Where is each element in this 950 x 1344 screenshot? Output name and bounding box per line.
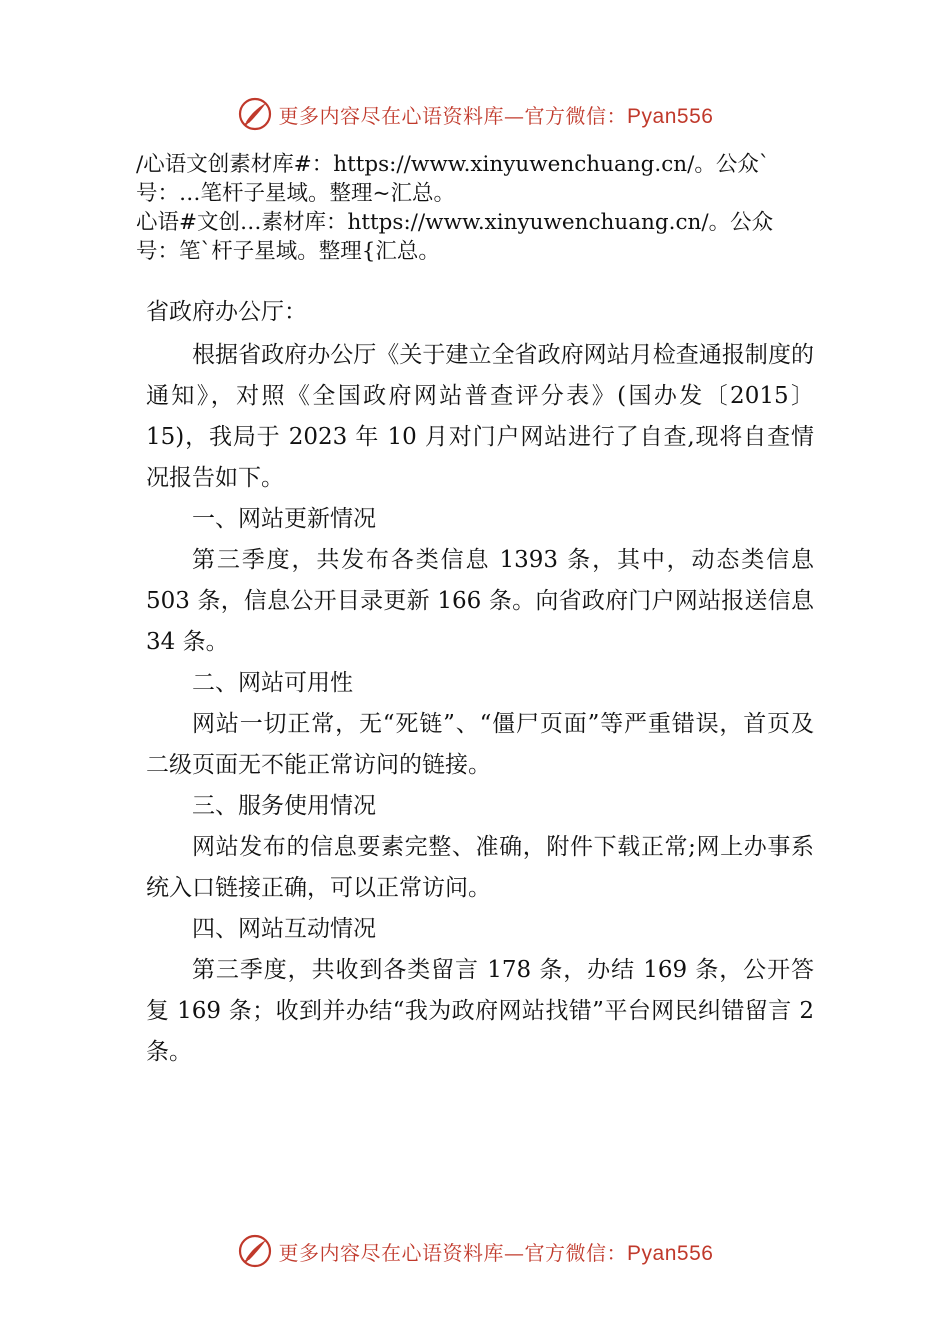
document-body — [146, 292, 814, 1073]
watermark-wechat-id: Pyan556 — [627, 1241, 714, 1265]
source-line: /心语文创素材库#：https://www.xinyuwenchuang.cn/。公众` — [136, 152, 770, 177]
watermark-footer — [0, 1233, 950, 1269]
intro-paragraph: 根据省政府办公厅《关于建立全省政府网站月检查通报制度的通知》，对照《全国政府网站普查评分表》(国办发〔2015〕15)，我局于 2023 年 10 月对门户网站进行了自查,现将自查情况报告如下。 — [146, 342, 814, 491]
watermark-text: 更多内容尽在心语资料库—官方微信：Pyan556 — [278, 1240, 714, 1265]
section-body: 网站发布的信息要素完整、准确，附件下载正常;网上办事系统入口链接正确，可以正常访问。 — [146, 834, 814, 901]
section-body: 网站一切正常，无“死链”、“僵尸页面”等严重错误，首页及二级页面无不能正常访问的链接。 — [146, 711, 814, 778]
source-line: 号：…笔杆子星域。整理~汇总。 — [136, 181, 456, 206]
section-heading: 三、服务使用情况 — [192, 793, 376, 819]
source-notice — [136, 150, 856, 266]
section-body: 第三季度，共发布各类信息 1393 条，其中，动态类信息 503 条，信息公开目录更新 166 条。向省政府门户网站报送信息 34 条。 — [146, 547, 814, 655]
watermark-text: 更多内容尽在心语资料库—官方微信：Pyan556 — [278, 103, 714, 128]
section-heading: 二、网站可用性 — [192, 670, 353, 696]
watermark-wechat-id: Pyan556 — [627, 104, 714, 128]
section-body: 第三季度，共收到各类留言 178 条，办结 169 条，公开答复 169 条；收到并办结“我为政府网站找错”平台网民纠错留言 2 条。 — [146, 957, 814, 1065]
quill-logo-icon — [237, 96, 273, 132]
section-heading: 一、网站更新情况 — [192, 506, 376, 532]
watermark-header — [0, 96, 950, 132]
section-heading: 四、网站互动情况 — [192, 916, 376, 942]
salutation: 省政府办公厅： — [146, 299, 307, 325]
source-line: 号：笔`杆子星域。整理{汇总。 — [136, 239, 440, 264]
source-line: 心语#文创…素材库：https://www.xinyuwenchuang.cn/。公众 — [136, 210, 774, 235]
quill-logo-icon — [237, 1233, 273, 1269]
